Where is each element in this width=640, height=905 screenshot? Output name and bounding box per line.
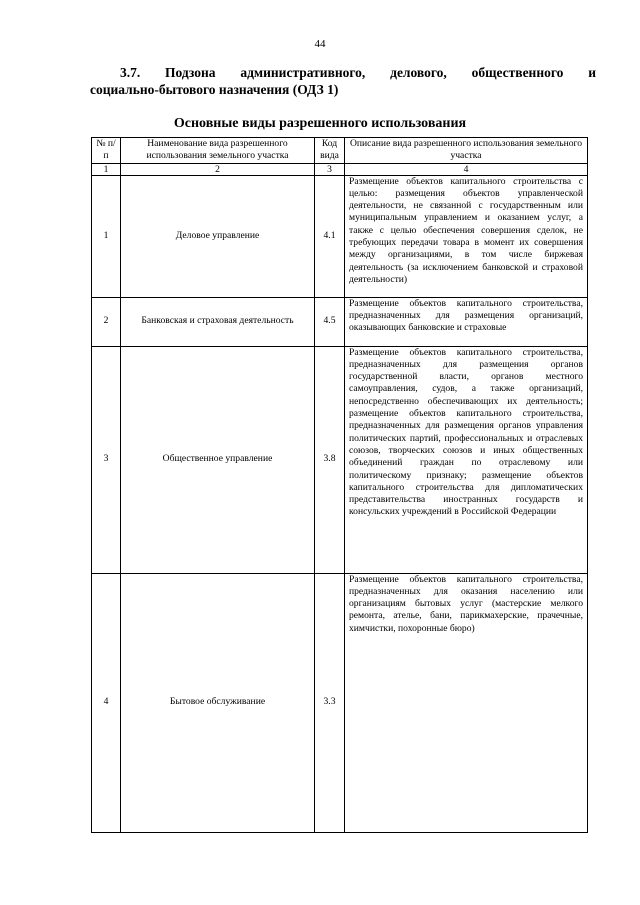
header-number: № п/п <box>92 138 121 164</box>
use-name: Общественное управление <box>121 346 315 573</box>
column-index-cell: 1 <box>92 163 121 175</box>
table-row <box>92 573 588 832</box>
table-row <box>92 297 588 346</box>
use-code: 3.3 <box>315 573 345 832</box>
header-description: Описание вида разрешенного использования земельного участка <box>345 138 588 164</box>
use-code: 3.8 <box>315 346 345 573</box>
section-heading-line-2: социально-бытового назначения (ОДЗ 1) <box>90 82 339 97</box>
use-name: Бытовое обслуживание <box>121 573 315 832</box>
column-index-cell: 4 <box>345 163 588 175</box>
row-number: 1 <box>92 175 121 297</box>
use-code: 4.5 <box>315 297 345 346</box>
section-heading <box>90 64 596 98</box>
table-row <box>92 346 588 573</box>
use-description: Размещение объектов капитального строительства, предназначенных для размещения организаций, оказывающих банковские и страховые <box>345 297 588 346</box>
row-number: 2 <box>92 297 121 346</box>
table-row <box>92 175 588 297</box>
use-description: Размещение объектов капитального строительства с целью: размещения объектов управленческой деятельности, не связанной с государственным или муниципальным управлением и оказанием услуг, а также с целью обеспечения совершения сделок, не требующих передачи товара в момент их совершения между организациями, в том числе биржевая деятельность (за исключением банковской и страховой деятельности) <box>345 175 588 297</box>
column-index-cell: 2 <box>121 163 315 175</box>
use-description: Размещение объектов капитального строительства, предназначенных для оказания населению или организациям бытовых услуг (мастерские мелкого ремонта, ателье, бани, парикмахерские, прачечные, химчистки, похоронные бюро) <box>345 573 588 832</box>
section-heading-line-1: 3.7. Подзона административного, делового, общественного и <box>120 65 596 80</box>
use-name: Банковская и страховая деятельность <box>121 297 315 346</box>
row-number: 4 <box>92 573 121 832</box>
permitted-uses-table <box>91 137 588 833</box>
table-header-row <box>92 138 588 164</box>
row-number: 3 <box>92 346 121 573</box>
column-index-cell: 3 <box>315 163 345 175</box>
table-title: Основные виды разрешенного использования <box>173 116 467 131</box>
use-description: Размещение объектов капитального строительства, предназначенных для размещения органов государственной власти, органов местного самоуправления, судов, а также организаций, непосредственно обеспечивающих их деятельность; размещение объектов капитального строительства, предназначенных для размещения органов управления политических партий, профессиональных и отраслевых союзов, творческих союзов и иных общественных объединений граждан по отраслевому или политическому признаку; размещение объектов капитального строительства для дипломатических представительства иностранных государств и консульских учреждений в Российской Федерации <box>345 346 588 573</box>
column-index-row <box>92 163 588 175</box>
use-code: 4.1 <box>315 175 345 297</box>
header-use-name: Наименование вида разрешенного использования земельного участка <box>121 138 315 164</box>
use-name: Деловое управление <box>121 175 315 297</box>
header-code: Код вида <box>315 138 345 164</box>
page-number: 44 <box>314 38 326 50</box>
